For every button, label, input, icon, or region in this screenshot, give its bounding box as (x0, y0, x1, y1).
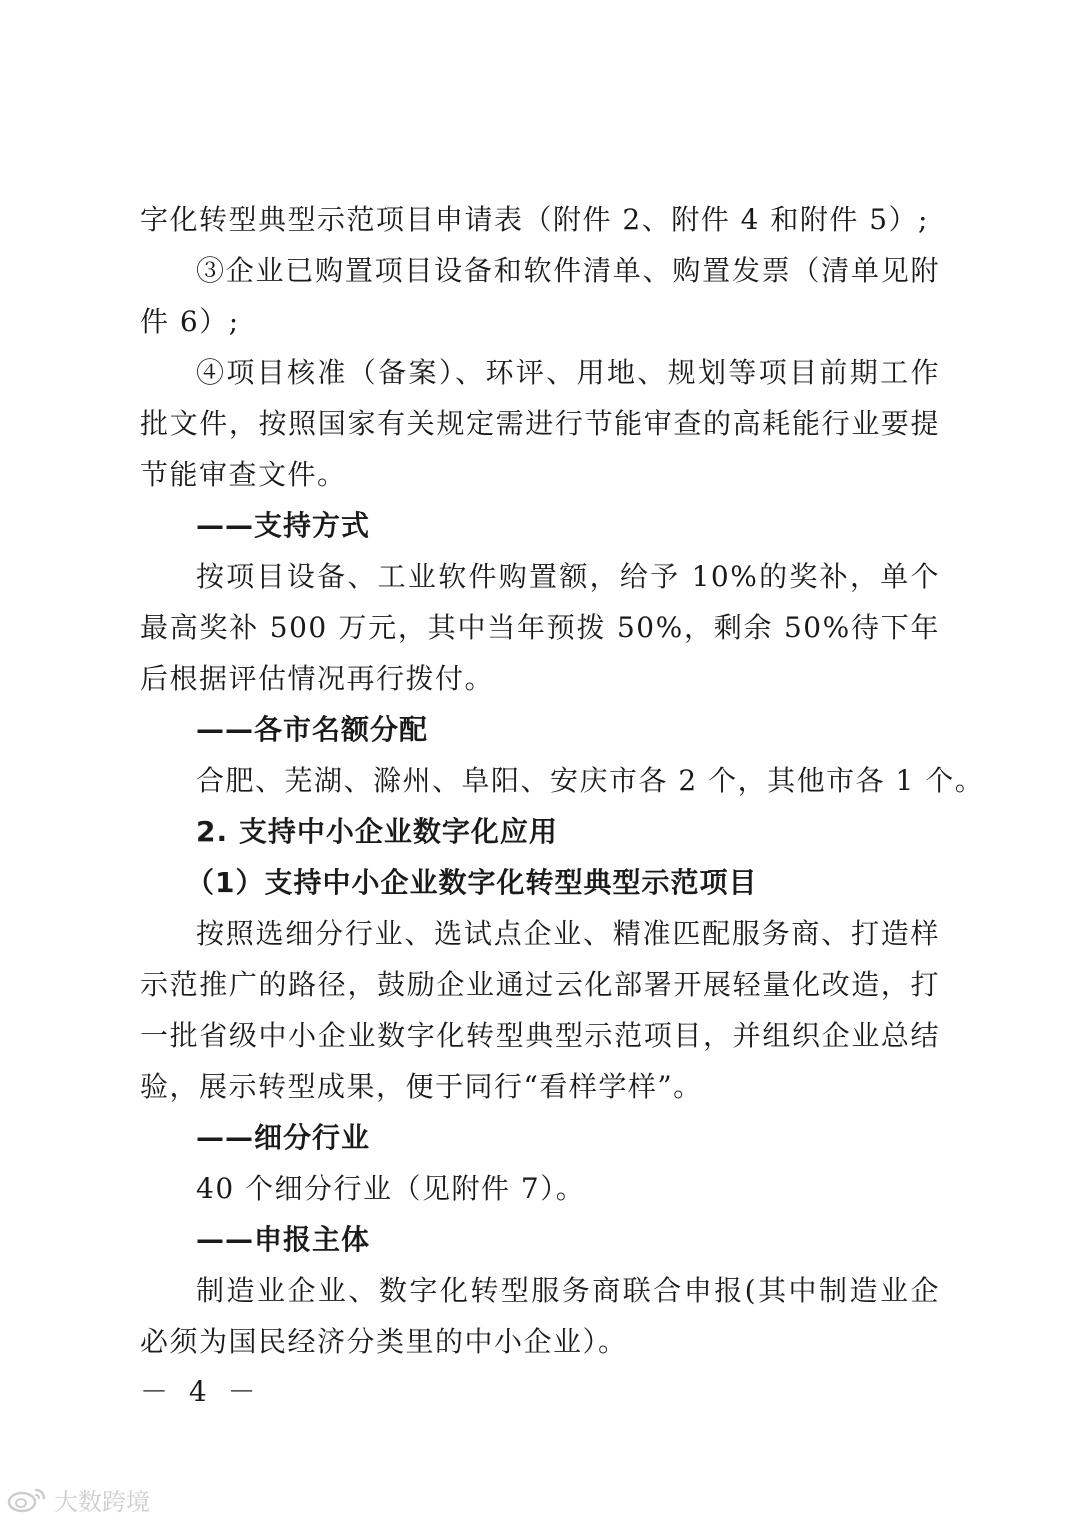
text-line: 件 6）; (140, 305, 240, 338)
text-line: ④项目核准（备案）、环评、用地、规划等项目前期工作 (196, 356, 940, 389)
text-line: 字化转型典型示范项目申请表（附件 2、附件 4 和附件 5）; (140, 203, 929, 236)
text-line: 最高奖补 500 万元，其中当年预拨 50%，剩余 50%待下年 (140, 611, 940, 644)
text-line: 40 个细分行业（见附件 7）。 (196, 1172, 586, 1205)
text-line: 批文件，按照国家有关规定需进行节能审查的高耗能行业要提 (140, 407, 940, 440)
text-line: 合肥、芜湖、滁州、阜阳、安庆市各 2 个，其他市各 1 个。 (196, 764, 985, 797)
text-line: 节能审查文件。 (140, 458, 347, 491)
subsection-heading-demo-projects: （1）支持中小企业数字化转型典型示范项目 (186, 866, 758, 899)
page-number: － 4 － (140, 1375, 262, 1408)
text-line: 制造业企业、数字化转型服务商联合申报(其中制造业企 (196, 1274, 940, 1307)
section-heading-support-method: ——支持方式 (196, 509, 371, 542)
text-line: 验，展示转型成果，便于同行“看样学样”。 (140, 1070, 703, 1103)
text-line: 后根据评估情况再行拨付。 (140, 662, 495, 695)
section-heading-quota-allocation: ——各市名额分配 (196, 713, 429, 746)
section-heading-sub-industries: ——细分行业 (196, 1121, 371, 1154)
text-line: 按照选细分行业、选试点企业、精准匹配服务商、打造样 (196, 917, 940, 950)
text-line: ③企业已购置项目设备和软件清单、购置发票（清单见附 (196, 254, 940, 287)
text-line: 一批省级中小企业数字化转型典型示范项目，并组织企业总结 (140, 1019, 940, 1052)
section-heading-applicants: ——申报主体 (196, 1223, 371, 1256)
watermark (6, 1482, 150, 1516)
text-line: 按项目设备、工业软件购置额，给予 10%的奖补，单个 (196, 560, 940, 593)
weibo-logo-icon (6, 1484, 50, 1514)
text-line: 示范推广的路径，鼓励企业通过云化部署开展轻量化改造，打 (140, 968, 940, 1001)
watermark-text: 大数跨境 (54, 1487, 150, 1516)
section-heading-sme-digital: 2. 支持中小企业数字化应用 (196, 815, 558, 848)
text-line: 必须为国民经济分类里的中小企业）。 (140, 1325, 628, 1358)
